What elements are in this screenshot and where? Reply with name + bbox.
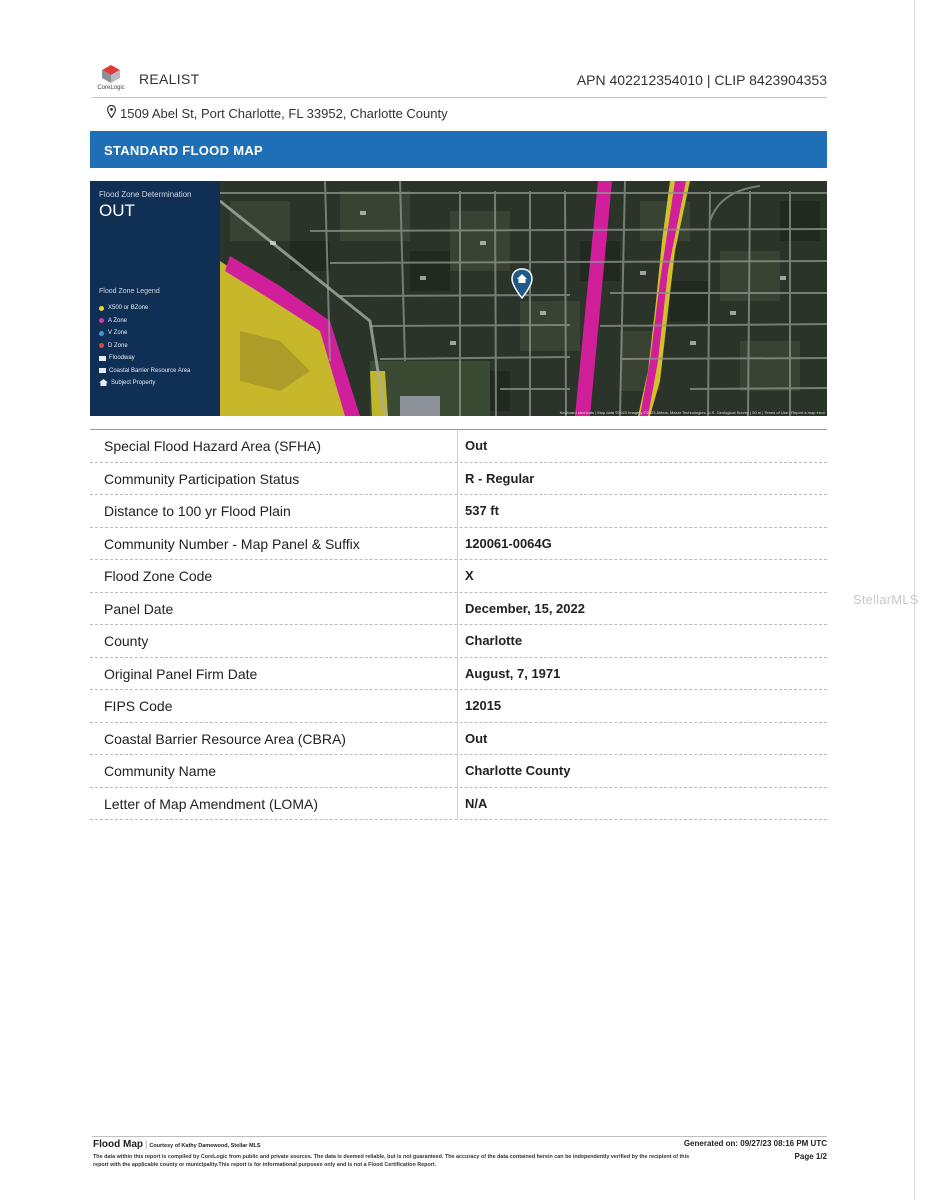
table-row [90, 658, 827, 691]
flood-details-table [90, 429, 827, 820]
logo-text: CoreLogic [97, 85, 125, 91]
column-divider [457, 723, 458, 755]
legend-item [99, 315, 190, 328]
address-text: 1509 Abel St, Port Charlotte, FL 33952, Charlotte County [120, 105, 448, 121]
row-value: 120061-0064G [465, 535, 552, 551]
apn-clip: APN 402212354010 | CLIP 8423904353 [576, 72, 827, 88]
table-row [90, 463, 827, 496]
legend-label: Coastal Barrier Resource Area [109, 367, 191, 374]
footer-courtesy: Courtesy of Kathy Damewood, Stellar MLS [149, 1143, 261, 1149]
corelogic-logo-icon [100, 64, 122, 84]
column-divider [457, 788, 458, 820]
table-row [90, 528, 827, 561]
row-value: Out [465, 730, 488, 746]
row-label: Community Name [104, 763, 217, 779]
row-label: Distance to 100 yr Flood Plain [104, 503, 291, 519]
column-divider [457, 560, 458, 592]
legend-label: X500 or BZone [108, 305, 149, 312]
row-value: December, 15, 2022 [465, 600, 585, 616]
column-divider [457, 755, 458, 787]
column-divider [457, 528, 458, 560]
footer-title-line: Flood Map | Courtesy of Kathy Damewood, Stellar MLS [93, 1139, 261, 1150]
generated-date: Generated on: 09/27/23 08:16 PM UTC [683, 1139, 827, 1148]
header-divider [92, 97, 827, 98]
legend-label: D Zone [108, 342, 128, 349]
row-value: R - Regular [465, 470, 535, 486]
table-row [90, 430, 827, 463]
legend-item [99, 365, 190, 378]
legend-label: Floodway [109, 355, 135, 362]
cbra-swatch-icon [99, 368, 106, 373]
legend-label: Subject Property [111, 380, 156, 387]
legend-item [99, 327, 190, 340]
table-row [90, 593, 827, 626]
legend-title: Flood Zone Legend [99, 288, 160, 295]
table-row [90, 690, 827, 723]
legend-item [99, 302, 190, 315]
table-row [90, 495, 827, 528]
row-label: Special Flood Hazard Area (SFHA) [104, 438, 322, 454]
section-banner [90, 131, 827, 168]
table-row [90, 788, 827, 821]
footer-title: Flood Map [93, 1139, 143, 1150]
blue-dot-icon [99, 331, 104, 336]
row-label: Community Participation Status [104, 470, 300, 487]
legend-list [99, 302, 190, 390]
row-label: Coastal Barrier Resource Area (CBRA) [104, 730, 346, 747]
footer-disclaimer: The data within this report is compiled by CoreLogic from public and private sources. The data is deemed reliable, but is not guaranteed. The accuracy of the data contained herein can be independently verified by the recipient of this report with the applicable county or municipality.This report is for informational purposes only and is not a Flood Certification Report. [93, 1154, 690, 1168]
legend-item [99, 340, 190, 353]
magenta-dot-icon [99, 318, 104, 323]
satellite-map-image [220, 181, 827, 416]
column-divider [457, 625, 458, 657]
row-value: 537 ft [465, 503, 499, 518]
row-label: Original Panel Firm Date [104, 665, 258, 682]
map-legend-panel [90, 181, 220, 416]
column-divider [457, 463, 458, 495]
legend-label: V Zone [108, 330, 128, 337]
page-number: Page 1/2 [794, 1152, 827, 1161]
column-divider [457, 430, 458, 462]
row-value: Out [465, 438, 488, 453]
determination-label: Flood Zone Determination [99, 190, 192, 199]
corelogic-logo [92, 64, 130, 94]
row-value: 12015 [465, 698, 502, 713]
brand-name: REALIST [139, 71, 200, 87]
row-value: Charlotte [465, 633, 523, 648]
table-row [90, 625, 827, 658]
row-label: Panel Date [104, 600, 174, 617]
column-divider [457, 658, 458, 690]
map-attribution: Keyboard shortcuts | Map data ©2023 Imagery ©2023 Airbus, Maxar Technologies, U.S. Geological Survey | 50 m | Terms of Use | Report a map error [559, 410, 825, 415]
determination-value: OUT [99, 201, 135, 220]
report-header [92, 62, 827, 96]
column-divider [457, 593, 458, 625]
property-address [107, 105, 448, 121]
legend-item [99, 377, 190, 390]
footer-divider [92, 1136, 827, 1137]
row-label: Flood Zone Code [104, 568, 213, 584]
row-label: Community Number - Map Panel & Suffix [104, 535, 360, 552]
row-value: N/A [465, 795, 488, 811]
table-row [90, 755, 827, 788]
map-svg [220, 181, 827, 416]
watermark: StellarMLS [853, 592, 919, 607]
legend-label: A Zone [108, 317, 128, 324]
floodway-swatch-icon [99, 356, 106, 361]
row-value: X [465, 568, 474, 583]
column-divider [457, 690, 458, 722]
location-pin-icon [107, 105, 116, 121]
house-icon [99, 379, 108, 388]
red-dot-icon [99, 343, 104, 348]
column-divider [457, 495, 458, 527]
banner-title: STANDARD FLOOD MAP [104, 143, 263, 158]
yellow-dot-icon [99, 306, 104, 311]
legend-item [99, 352, 190, 365]
row-value: Charlotte County [465, 763, 571, 778]
table-row [90, 723, 827, 756]
row-label: FIPS Code [104, 698, 173, 714]
table-row [90, 560, 827, 593]
flood-map [90, 181, 827, 416]
row-label: Letter of Map Amendment (LOMA) [104, 795, 318, 812]
row-label: County [104, 633, 149, 649]
row-value: August, 7, 1971 [465, 665, 561, 681]
